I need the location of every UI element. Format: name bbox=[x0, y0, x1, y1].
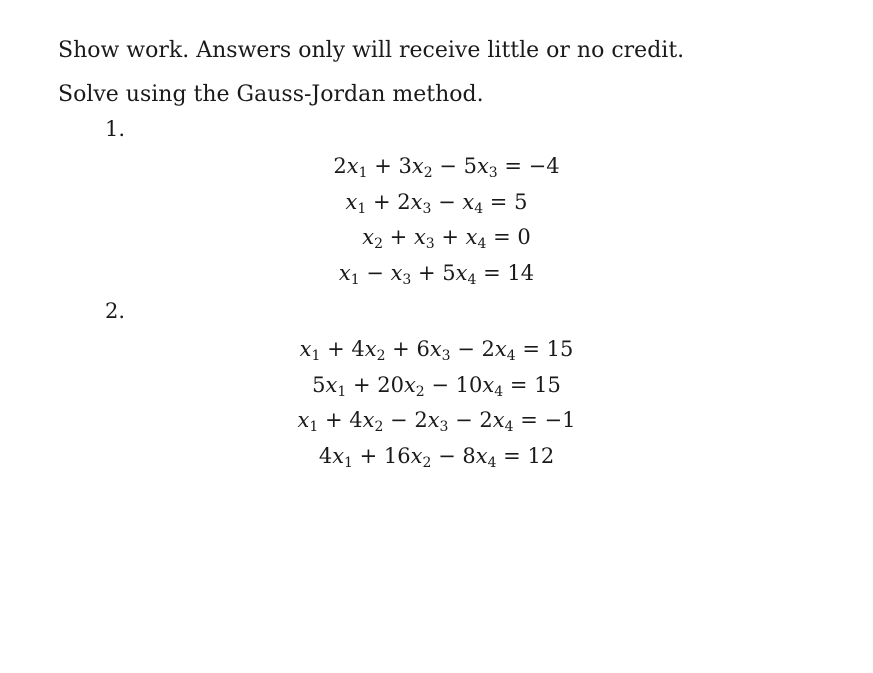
variable: x bbox=[390, 260, 403, 285]
operator: − bbox=[431, 443, 463, 468]
variable: x bbox=[410, 189, 423, 214]
variable: x bbox=[362, 225, 375, 249]
constant: 4 bbox=[351, 337, 365, 361]
operator: + bbox=[320, 337, 352, 361]
constant: 10 bbox=[455, 372, 483, 397]
constant: 4 bbox=[349, 408, 363, 432]
variable: x bbox=[413, 225, 426, 249]
variable-subscript: 1 bbox=[309, 419, 319, 435]
variable-subscript: 4 bbox=[504, 419, 514, 435]
constant: 12 bbox=[527, 443, 555, 468]
operator: = bbox=[483, 189, 515, 214]
operator: − bbox=[432, 154, 464, 178]
variable: x bbox=[482, 372, 495, 397]
equation-row bbox=[10, 223, 873, 251]
variable: x bbox=[345, 189, 358, 214]
variable-subscript: 3 bbox=[441, 348, 451, 364]
variable-subscript: 1 bbox=[344, 454, 353, 471]
equation-row bbox=[0, 442, 873, 470]
constant: 8 bbox=[462, 443, 476, 468]
operator: = bbox=[515, 337, 547, 361]
variable: x bbox=[475, 443, 488, 468]
equation-row bbox=[0, 371, 873, 399]
variable: x bbox=[403, 372, 416, 397]
operator: − bbox=[383, 408, 415, 432]
operator: = bbox=[497, 154, 529, 178]
variable-subscript: 1 bbox=[337, 383, 347, 400]
variable-subscript: 3 bbox=[439, 419, 449, 435]
operator: = bbox=[486, 225, 518, 249]
operator: − bbox=[359, 260, 391, 285]
variable-subscript: 1 bbox=[358, 165, 368, 181]
variable-subscript: 2 bbox=[422, 454, 432, 471]
constant: 5 bbox=[514, 189, 528, 214]
operator: + bbox=[411, 260, 443, 285]
variable: x bbox=[338, 260, 351, 285]
instruction-show-work: Show work. Answers only will receive little or no credit. bbox=[58, 38, 685, 63]
equation-row bbox=[0, 188, 873, 216]
variable: x bbox=[299, 337, 312, 361]
constant: 15 bbox=[546, 337, 574, 361]
constant: 3 bbox=[398, 154, 412, 178]
operator: − bbox=[424, 372, 456, 397]
variable-subscript: 4 bbox=[487, 454, 497, 471]
operator: = bbox=[513, 408, 545, 432]
variable-subscript: 3 bbox=[425, 236, 435, 252]
instruction-method: Solve using the Gauss-Jordan method. bbox=[58, 82, 484, 107]
operator: + bbox=[352, 443, 384, 468]
constant: 5 bbox=[312, 372, 326, 397]
variable-subscript: 2 bbox=[376, 348, 386, 364]
variable-subscript: 3 bbox=[422, 200, 432, 217]
variable: x bbox=[455, 260, 468, 285]
variable-subscript: 4 bbox=[467, 271, 477, 288]
constant: 0 bbox=[517, 225, 531, 249]
operator: − bbox=[450, 337, 482, 361]
variable: x bbox=[346, 154, 359, 178]
variable-subscript: 2 bbox=[374, 236, 383, 252]
variable-subscript: 1 bbox=[350, 271, 360, 288]
constant: 2 bbox=[333, 154, 347, 178]
operator: + bbox=[346, 372, 378, 397]
constant: 16 bbox=[383, 443, 411, 468]
operator: = bbox=[503, 372, 535, 397]
operator: − bbox=[431, 189, 463, 214]
variable: x bbox=[297, 408, 310, 432]
constant: 5 bbox=[463, 154, 477, 178]
problem-2-number: 2. bbox=[105, 299, 126, 323]
operator: + bbox=[366, 189, 398, 214]
constant: 2 bbox=[397, 189, 411, 214]
variable: x bbox=[411, 154, 424, 178]
constant: 6 bbox=[416, 337, 430, 361]
operator: − bbox=[448, 408, 480, 432]
variable-subscript: 1 bbox=[357, 200, 367, 217]
operator: = bbox=[476, 260, 508, 285]
operator: + bbox=[318, 408, 350, 432]
equation-row bbox=[10, 152, 873, 180]
variable-subscript: 4 bbox=[474, 200, 484, 217]
variable-subscript: 4 bbox=[494, 383, 504, 400]
constant: −1 bbox=[544, 408, 576, 432]
variable-subscript: 4 bbox=[506, 348, 516, 364]
variable: x bbox=[465, 225, 478, 249]
variable: x bbox=[427, 408, 440, 432]
variable: x bbox=[362, 408, 375, 432]
variable: x bbox=[476, 154, 489, 178]
variable: x bbox=[492, 408, 505, 432]
constant: 15 bbox=[534, 372, 561, 397]
variable: x bbox=[462, 189, 475, 214]
variable: x bbox=[410, 443, 423, 468]
variable-subscript: 2 bbox=[374, 419, 384, 435]
variable-subscript: 3 bbox=[488, 165, 498, 181]
constant: −4 bbox=[528, 154, 560, 178]
variable: x bbox=[332, 443, 345, 468]
constant: 14 bbox=[507, 260, 535, 285]
operator: = bbox=[496, 443, 528, 468]
variable-subscript: 3 bbox=[402, 271, 412, 288]
variable-subscript: 1 bbox=[311, 348, 321, 364]
constant: 20 bbox=[377, 372, 404, 397]
operator: + bbox=[383, 225, 414, 249]
problem-1-number: 1. bbox=[105, 117, 126, 141]
operator: + bbox=[385, 337, 417, 361]
constant: 2 bbox=[479, 408, 493, 432]
variable-subscript: 4 bbox=[477, 236, 487, 252]
constant: 4 bbox=[318, 443, 333, 468]
variable: x bbox=[494, 337, 507, 361]
operator: + bbox=[434, 225, 466, 249]
equation-row bbox=[0, 259, 873, 287]
variable-subscript: 2 bbox=[423, 165, 433, 181]
variable-subscript: 2 bbox=[415, 383, 425, 400]
constant: 2 bbox=[481, 337, 495, 361]
equation-row bbox=[0, 406, 873, 434]
constant: 5 bbox=[442, 260, 456, 285]
operator: + bbox=[367, 154, 399, 178]
equation-row bbox=[0, 335, 873, 363]
variable: x bbox=[364, 337, 377, 361]
variable: x bbox=[429, 337, 442, 361]
variable: x bbox=[325, 372, 338, 397]
constant: 2 bbox=[414, 408, 428, 432]
